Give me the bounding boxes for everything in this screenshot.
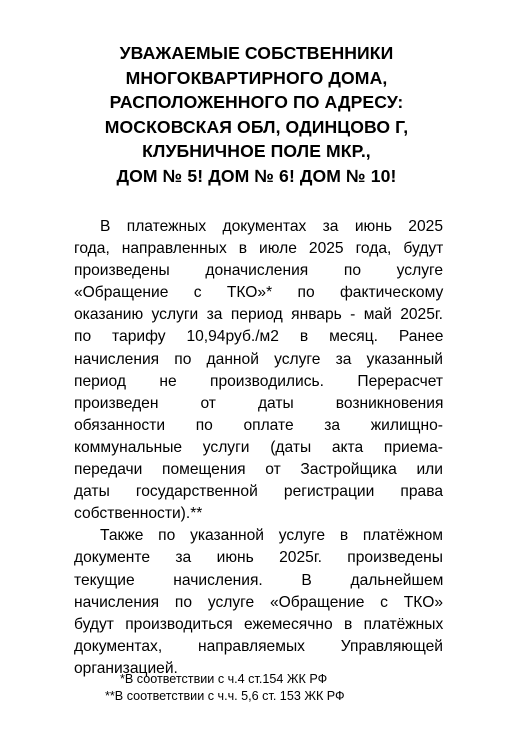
paragraph-line: «Обращение с ТКО»* по фактическому bbox=[74, 284, 444, 302]
heading-line: МОСКОВСКАЯ ОБЛ, ОДИНЦОВО Г, bbox=[104, 116, 409, 137]
heading-line: ДОМ № 5! ДОМ № 6! ДОМ № 10! bbox=[116, 165, 397, 186]
paragraph-line: коммунальные услуги (даты акта приема- bbox=[74, 438, 443, 456]
paragraph-line: обязанности по оплате за жилищно- bbox=[74, 416, 443, 434]
paragraph-line: будут производиться ежемесячно в платёжных bbox=[74, 615, 444, 633]
heading-line: РАСПОЛОЖЕННОГО ПО АДРЕСУ: bbox=[109, 92, 404, 113]
paragraph-line: произведены доначисления по услуге bbox=[74, 262, 444, 280]
paragraph-line: по тарифу 10,94руб./м2 в месяц. Ранее bbox=[74, 328, 444, 346]
notice-body bbox=[74, 216, 443, 680]
paragraph-line: документе за июнь 2025г. произведены bbox=[74, 549, 443, 567]
heading-line: УВАЖАЕМЫЕ СОБСТВЕННИКИ bbox=[119, 43, 394, 63]
paragraph-2 bbox=[74, 525, 443, 680]
notice-heading bbox=[40, 41, 473, 189]
paragraph-line: начисления по данной услуге за указанный bbox=[74, 350, 443, 368]
heading-line: МНОГОКВАРТИРНОГО ДОМА, bbox=[125, 67, 388, 88]
paragraph-line: произведен от даты возникновения bbox=[74, 394, 444, 412]
footnotes bbox=[0, 671, 513, 705]
paragraph-line: организацией. bbox=[74, 659, 178, 677]
paragraph-line: начисления по услуге «Обращение с ТКО» bbox=[74, 593, 443, 611]
paragraph-line: года, направленных в июле 2025 года, будут bbox=[74, 240, 444, 258]
paragraph-1 bbox=[74, 216, 443, 525]
paragraph-line: текущие начисления. В дальнейшем bbox=[74, 571, 444, 589]
paragraph-line: документах, направляемых Управляющей bbox=[74, 637, 443, 655]
footnote-1: *В соответствии с ч.4 ст.154 ЖК РФ bbox=[120, 672, 328, 686]
footnote-2: **В соответствии с ч.ч. 5,6 ст. 153 ЖК РФ bbox=[105, 689, 345, 703]
paragraph-line: Также по указанной услуге в платёжном bbox=[100, 527, 443, 545]
heading-line: КЛУБНИЧНОЕ ПОЛЕ МКР., bbox=[142, 141, 371, 162]
paragraph-line: период не производились. Перерасчет bbox=[74, 372, 443, 390]
paragraph-line: собственности).** bbox=[74, 505, 203, 523]
paragraph-line: оказанию услуги за период январь - май 2025г. bbox=[74, 306, 443, 324]
paragraph-line: В платежных документах за июнь 2025 bbox=[100, 218, 443, 235]
paragraph-line: передачи помещения от Застройщика или bbox=[74, 461, 443, 479]
paragraph-line: даты государственной регистрации права bbox=[74, 483, 443, 501]
